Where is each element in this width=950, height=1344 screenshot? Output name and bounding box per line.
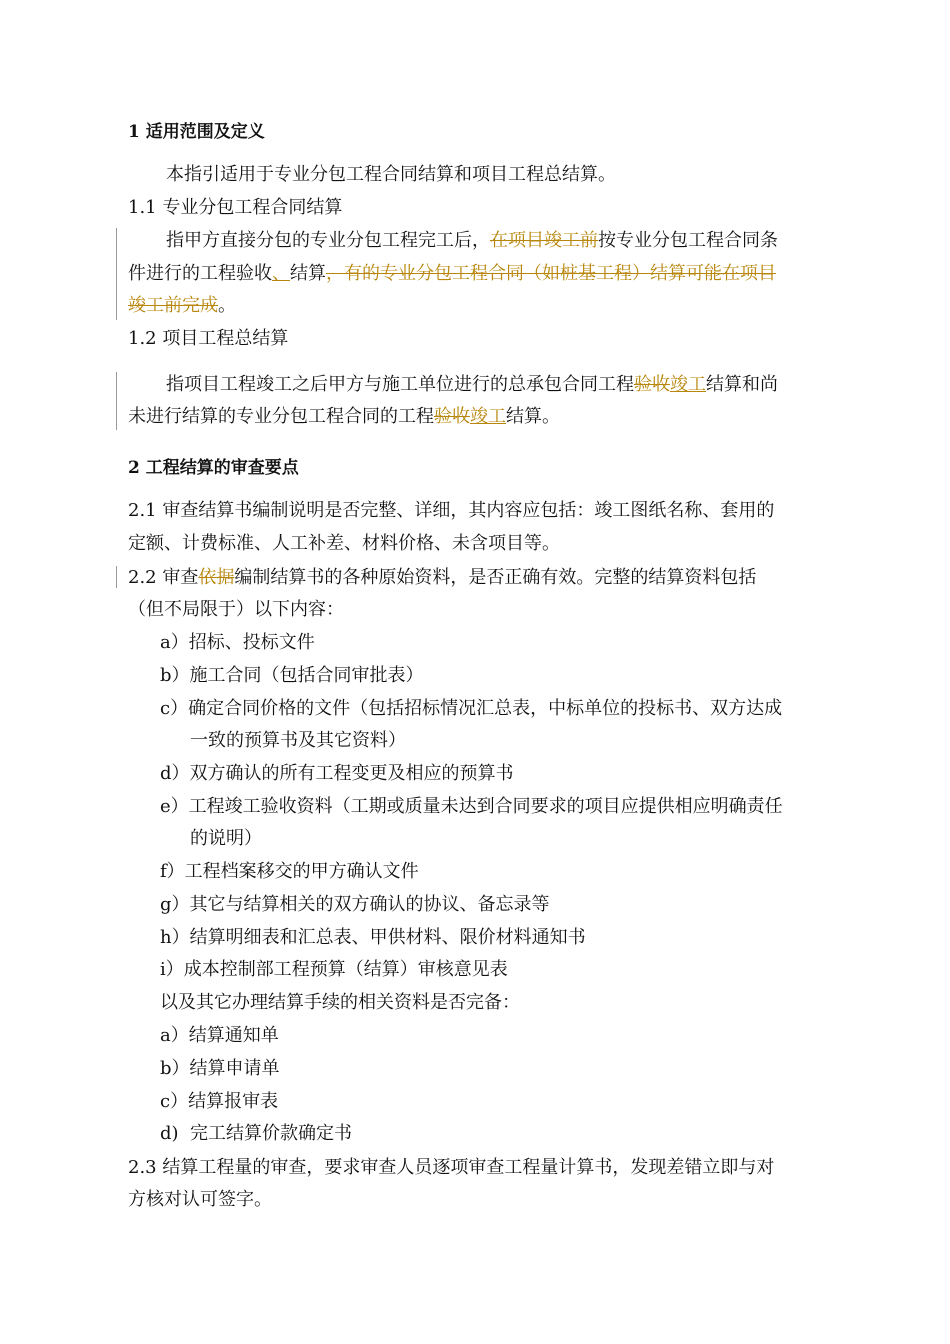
deleted-text: 验收: [434, 406, 470, 427]
paragraph-2-1-line2: 定额、计费标准、人工补差、材料价格、未含项目等。: [128, 533, 560, 554]
text: 指项目工程竣工之后甲方与施工单位进行的总承包合同工程: [166, 374, 634, 395]
text: 指甲方直接分包的专业分包工程完工后，: [166, 230, 490, 251]
paragraph-1-1-line2: [128, 262, 776, 286]
list-item: d）双方确认的所有工程变更及相应的预算书: [160, 763, 514, 784]
text: 。: [218, 295, 236, 316]
paragraph-2-3-line1: 2.3 结算工程量的审查，要求审查人员逐项审查工程量计算书，发现差错立即与对: [128, 1157, 775, 1178]
list-item: h）结算明细表和汇总表、甲供材料、限价材料通知书: [160, 927, 586, 948]
paragraph-2-2-line2: （但不局限于）以下内容：: [128, 599, 344, 620]
deleted-text: 竣工前完成: [128, 295, 218, 316]
paragraph-1-2-line2: [128, 405, 560, 429]
text: 结算和尚: [706, 374, 778, 395]
list-item: b）施工合同（包括合同审批表）: [160, 665, 424, 686]
also-paragraph: 以及其它办理结算手续的相关资料是否完备：: [160, 992, 520, 1013]
text: 未进行结算的专业分包工程合同的工程: [128, 406, 434, 427]
inserted-text: 竣工: [670, 374, 706, 395]
list-item-continuation: 一致的预算书及其它资料）: [190, 730, 406, 751]
subsection-1-1-title: 1.1 专业分包工程合同结算: [128, 197, 343, 218]
list-item: e）工程竣工验收资料（工期或质量未达到合同要求的项目应提供相应明确责任: [160, 796, 783, 817]
inserted-text: 、: [272, 263, 290, 284]
section-1-heading: 1 适用范围及定义: [128, 122, 265, 142]
paragraph-2-3-line2: 方核对认可签字。: [128, 1189, 272, 1210]
intro-paragraph: 本指引适用于专业分包工程合同结算和项目工程总结算。: [166, 164, 616, 185]
text: 2.2 审查: [128, 567, 199, 588]
section-2-heading: 2 工程结算的审查要点: [128, 458, 299, 478]
text: 按专业分包工程合同条: [598, 230, 778, 251]
list-item: c）确定合同价格的文件（包括招标情况汇总表，中标单位的投标书、双方达成: [160, 698, 783, 719]
change-bar: [116, 228, 117, 320]
paragraph-1-1-line3: [128, 294, 236, 318]
list-item: d) 完工结算价款确定书: [160, 1123, 352, 1144]
paragraph-2-1-line1: 2.1 审查结算书编制说明是否完整、详细，其内容应包括：竣工图纸名称、套用的: [128, 500, 775, 521]
change-bar: [116, 372, 117, 430]
change-bar: [116, 566, 117, 588]
paragraph-1-2-line1: [166, 373, 778, 397]
deleted-text: ，有的专业分包工程合同（如桩基工程）结算可能在项目: [326, 263, 776, 284]
paragraph-1-1-line1: [166, 229, 778, 253]
inserted-text: 竣工: [470, 406, 506, 427]
text: 结算。: [506, 406, 560, 427]
list-item: i）成本控制部工程预算（结算）审核意见表: [160, 959, 508, 980]
text: 结算: [290, 263, 326, 284]
deleted-text: 验收: [634, 374, 670, 395]
list-item: c）结算报审表: [160, 1091, 279, 1112]
paragraph-2-2-line1: [128, 566, 756, 590]
list-item-continuation: 的说明）: [190, 828, 262, 849]
subsection-1-2-title: 1.2 项目工程总结算: [128, 328, 289, 349]
text: 件进行的工程验收: [128, 263, 272, 284]
list-item: a）招标、投标文件: [160, 632, 315, 653]
text: 编制结算书的各种原始资料，是否正确有效。完整的结算资料包括: [234, 567, 757, 588]
list-item: g）其它与结算相关的双方确认的协议、备忘录等: [160, 894, 550, 915]
deleted-text: 在项目竣工前: [490, 230, 598, 251]
list-item: a）结算通知单: [160, 1025, 279, 1046]
deleted-text: 依据: [198, 567, 235, 588]
list-item: f）工程档案移交的甲方确认文件: [160, 861, 419, 882]
list-item: b）结算申请单: [160, 1058, 280, 1079]
